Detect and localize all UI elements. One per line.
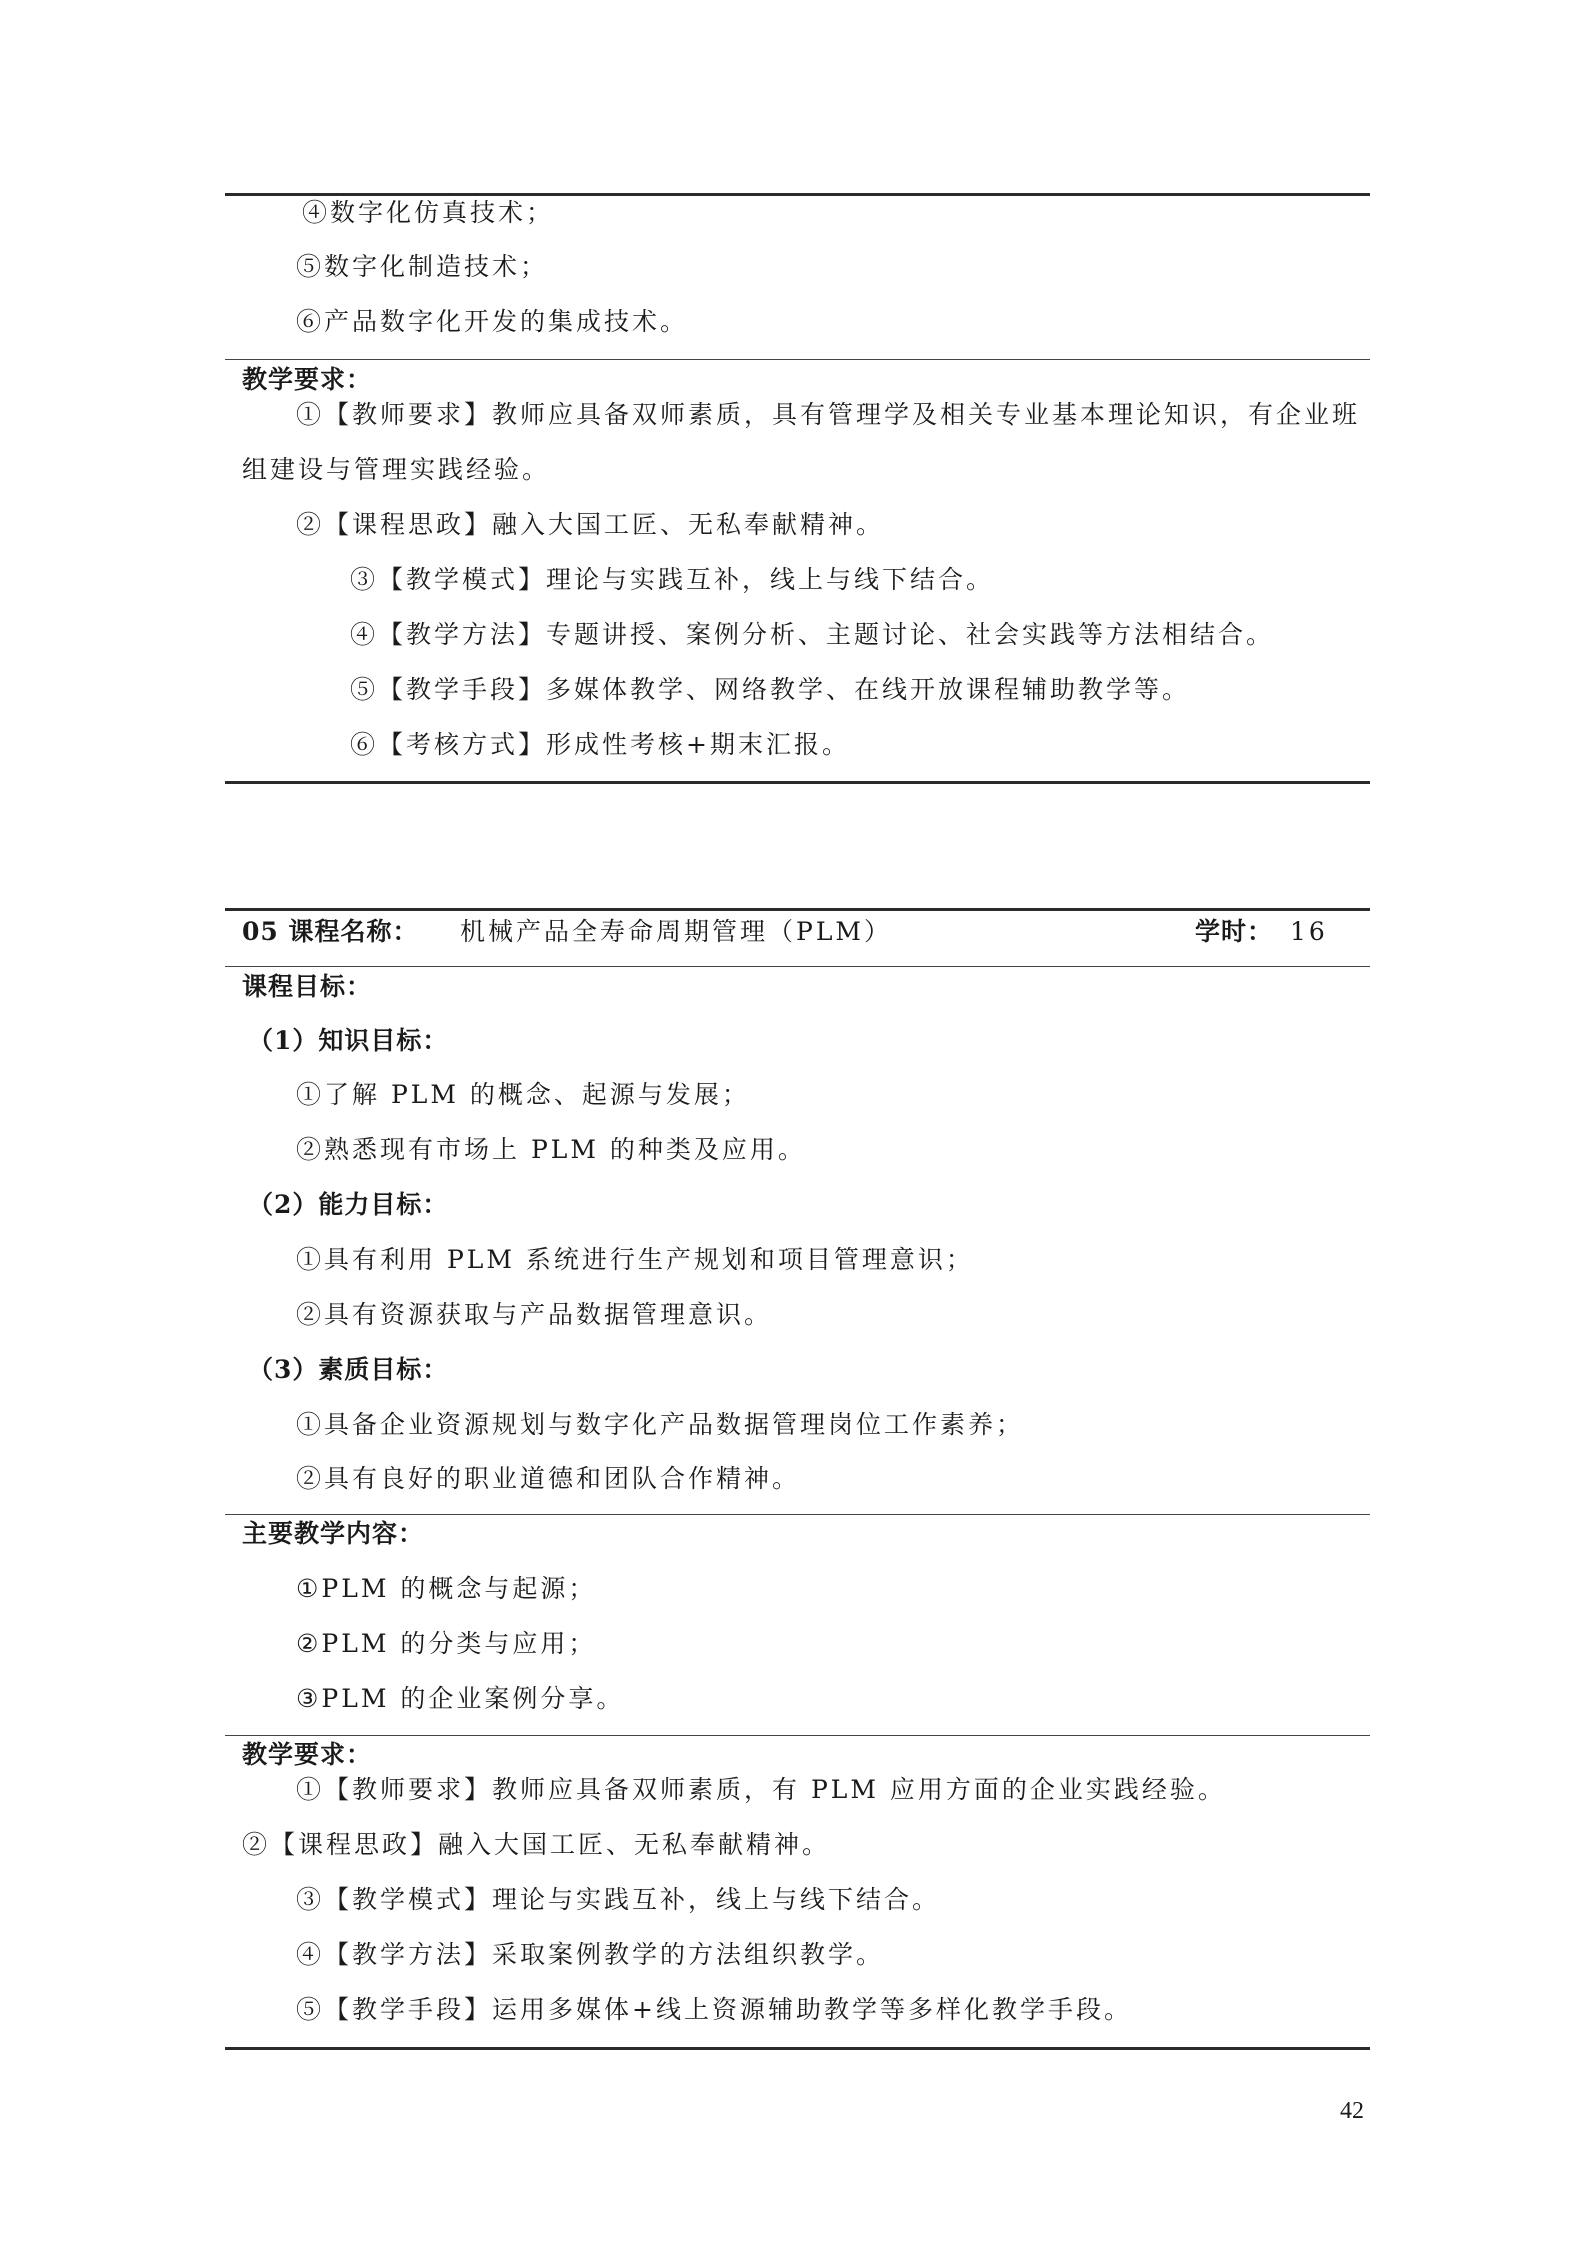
content-item: ④数字化仿真技术； bbox=[302, 198, 555, 227]
req-item: ④【教学方法】采取案例教学的方法组织教学。 bbox=[296, 1940, 885, 1969]
req-item: ①【教师要求】教师应具备双师素质，具有管理学及相关专业基本理论知识，有企业班 bbox=[296, 400, 1361, 429]
goals-heading: 课程目标： bbox=[242, 972, 373, 1001]
req-item: ⑥【考核方式】形成性考核+期末汇报。 bbox=[350, 730, 850, 759]
knowledge-item: ②熟悉现有市场上 PLM 的种类及应用。 bbox=[296, 1135, 806, 1164]
req-item: ②【课程思政】融入大国工匠、无私奉献精神。 bbox=[242, 1830, 831, 1859]
req-item: ③【教学模式】理论与实践互补，线上与线下结合。 bbox=[296, 1885, 941, 1914]
course-hours-value: 16 bbox=[1290, 917, 1328, 946]
req-item: ⑤【教学手段】多媒体教学、网络教学、在线开放课程辅助教学等。 bbox=[350, 675, 1191, 704]
quality-heading: （3）素质目标： bbox=[248, 1355, 449, 1384]
req-item: ③【教学模式】理论与实践互补，线上与线下结合。 bbox=[350, 565, 995, 594]
content-item: ⑥产品数字化开发的集成技术。 bbox=[296, 307, 689, 336]
divider bbox=[225, 1735, 1370, 1736]
top-section-bottom-rule bbox=[225, 781, 1370, 784]
req-item-continuation: 组建设与管理实践经验。 bbox=[242, 455, 551, 484]
req-item: ④【教学方法】专题讲授、案例分析、主题讨论、社会实践等方法相结合。 bbox=[350, 620, 1275, 649]
page-number: 42 bbox=[1340, 2098, 1364, 2124]
divider bbox=[225, 1514, 1370, 1515]
req-heading: 教学要求： bbox=[242, 365, 373, 394]
knowledge-heading: （1）知识目标： bbox=[248, 1026, 449, 1055]
req-item: ①【教师要求】教师应具备双师素质，有 PLM 应用方面的企业实践经验。 bbox=[296, 1775, 1226, 1804]
req-item: ⑤【教学手段】运用多媒体+线上资源辅助教学等多样化教学手段。 bbox=[296, 1995, 1132, 2024]
ability-item: ②具有资源获取与产品数据管理意识。 bbox=[296, 1300, 773, 1329]
ability-heading: （2）能力目标： bbox=[248, 1190, 449, 1219]
content-heading: 主要教学内容： bbox=[242, 1519, 425, 1548]
course-top-rule bbox=[225, 908, 1370, 911]
content-item: ③PLM 的企业案例分享。 bbox=[296, 1684, 625, 1713]
knowledge-item: ①了解 PLM 的概念、起源与发展； bbox=[296, 1080, 750, 1109]
course-name-label: 05 课程名称： bbox=[242, 917, 419, 946]
quality-item: ②具有良好的职业道德和团队合作精神。 bbox=[296, 1464, 801, 1493]
content-item: ①PLM 的概念与起源； bbox=[296, 1574, 597, 1603]
content-item: ⑤数字化制造技术； bbox=[296, 252, 549, 281]
divider bbox=[225, 359, 1370, 360]
content-item: ②PLM 的分类与应用； bbox=[296, 1629, 597, 1658]
course-name-value: 机械产品全寿命周期管理（PLM） bbox=[460, 917, 893, 946]
ability-item: ①具有利用 PLM 系统进行生产规划和项目管理意识； bbox=[296, 1245, 974, 1274]
req-heading: 教学要求： bbox=[242, 1740, 373, 1769]
course-bottom-rule bbox=[225, 2047, 1370, 2050]
req-item: ②【课程思政】融入大国工匠、无私奉献精神。 bbox=[296, 510, 885, 539]
quality-item: ①具备企业资源规划与数字化产品数据管理岗位工作素养； bbox=[296, 1410, 1025, 1439]
divider bbox=[225, 966, 1370, 967]
course-hours-label: 学时： bbox=[1195, 917, 1274, 946]
